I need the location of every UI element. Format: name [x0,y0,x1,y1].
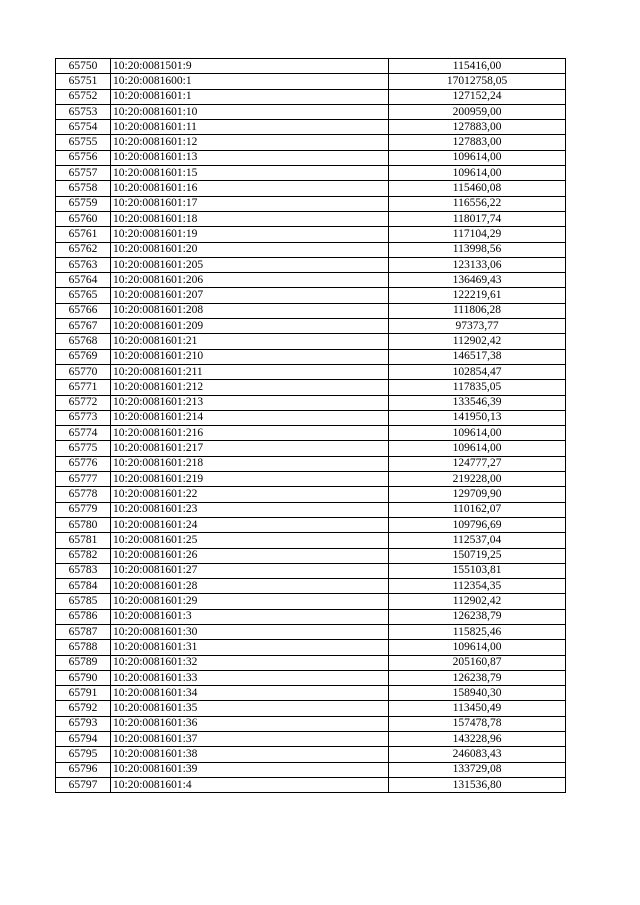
cadastral-value-cell: 109614,00 [389,640,566,655]
cadastral-value-cell: 112902,42 [389,334,566,349]
row-number-cell: 65787 [56,624,111,639]
cadastral-number-cell: 10:20:0081601:216 [111,426,389,441]
cadastral-number-cell: 10:20:0081601:217 [111,441,389,456]
row-number-cell: 65755 [56,135,111,150]
cadastral-number-cell: 10:20:0081601:3 [111,609,389,624]
cadastral-number-cell: 10:20:0081601:208 [111,303,389,318]
cadastral-number-cell: 10:20:0081601:209 [111,319,389,334]
table-row [56,533,566,548]
table-row [56,701,566,716]
cadastral-value-cell: 112354,35 [389,579,566,594]
row-number-cell: 65792 [56,701,111,716]
cadastral-number-cell: 10:20:0081601:28 [111,579,389,594]
row-number-cell: 65795 [56,747,111,762]
table-row [56,777,566,792]
table-row [56,426,566,441]
cadastral-number-cell: 10:20:0081601:12 [111,135,389,150]
row-number-cell: 65785 [56,594,111,609]
cadastral-number-cell: 10:20:0081601:16 [111,181,389,196]
cadastral-number-cell: 10:20:0081601:37 [111,732,389,747]
row-number-cell: 65786 [56,609,111,624]
row-number-cell: 65796 [56,762,111,777]
cadastral-value-cell: 129709,90 [389,487,566,502]
table-row [56,227,566,242]
cadastral-number-cell: 10:20:0081601:4 [111,777,389,792]
cadastral-number-cell: 10:20:0081601:34 [111,686,389,701]
row-number-cell: 65751 [56,74,111,89]
cadastral-value-cell: 205160,87 [389,655,566,670]
table-row [56,135,566,150]
cadastral-value-cell: 143228,96 [389,732,566,747]
table-row [56,196,566,211]
cadastral-value-cell: 115460,08 [389,181,566,196]
cadastral-value-cell: 133546,39 [389,395,566,410]
cadastral-number-cell: 10:20:0081601:36 [111,716,389,731]
cadastral-number-cell: 10:20:0081601:211 [111,364,389,379]
row-number-cell: 65793 [56,716,111,731]
cadastral-value-cell: 117104,29 [389,227,566,242]
row-number-cell: 65765 [56,288,111,303]
row-number-cell: 65758 [56,181,111,196]
row-number-cell: 65789 [56,655,111,670]
cadastral-number-cell: 10:20:0081601:11 [111,120,389,135]
cadastral-number-cell: 10:20:0081601:35 [111,701,389,716]
cadastral-value-cell: 102854,47 [389,364,566,379]
table-row [56,441,566,456]
cadastral-number-cell: 10:20:0081601:210 [111,349,389,364]
cadastral-value-cell: 109614,00 [389,166,566,181]
cadastral-value-cell: 116556,22 [389,196,566,211]
row-number-cell: 65778 [56,487,111,502]
cadastral-value-cell: 17012758,05 [389,74,566,89]
table-row [56,242,566,257]
table-row [56,334,566,349]
table-row [56,380,566,395]
cadastral-value-cell: 157478,78 [389,716,566,731]
cadastral-number-cell: 10:20:0081601:1 [111,89,389,104]
row-number-cell: 65753 [56,104,111,119]
cadastral-number-cell: 10:20:0081601:13 [111,150,389,165]
cadastral-value-cell: 126238,79 [389,609,566,624]
cadastral-value-cell: 115416,00 [389,59,566,74]
table-row [56,166,566,181]
table-row [56,609,566,624]
row-number-cell: 65777 [56,472,111,487]
cadastral-value-cell: 113998,56 [389,242,566,257]
table-row [56,686,566,701]
row-number-cell: 65771 [56,380,111,395]
table-row [56,395,566,410]
table-row [56,319,566,334]
cadastral-value-cell: 158940,30 [389,686,566,701]
cadastral-number-cell: 10:20:0081601:207 [111,288,389,303]
cadastral-value-cell: 113450,49 [389,701,566,716]
cadastral-number-cell: 10:20:0081601:32 [111,655,389,670]
row-number-cell: 65782 [56,548,111,563]
row-number-cell: 65788 [56,640,111,655]
table-row [56,288,566,303]
cadastral-value-cell: 146517,38 [389,349,566,364]
cadastral-number-cell: 10:20:0081601:33 [111,670,389,685]
table-row [56,104,566,119]
cadastral-number-cell: 10:20:0081601:219 [111,472,389,487]
cadastral-number-cell: 10:20:0081601:29 [111,594,389,609]
table-row [56,273,566,288]
cadastral-number-cell: 10:20:0081601:30 [111,624,389,639]
row-number-cell: 65790 [56,670,111,685]
table-row [56,211,566,226]
cadastral-number-cell: 10:20:0081601:20 [111,242,389,257]
row-number-cell: 65761 [56,227,111,242]
table-row [56,563,566,578]
table-row [56,410,566,425]
cadastral-value-cell: 118017,74 [389,211,566,226]
table-row [56,502,566,517]
table-row [56,472,566,487]
table-row [56,670,566,685]
row-number-cell: 65773 [56,410,111,425]
cadastral-value-cell: 111806,28 [389,303,566,318]
cadastral-number-cell: 10:20:0081601:15 [111,166,389,181]
table-row [56,487,566,502]
row-number-cell: 65766 [56,303,111,318]
cadastral-number-cell: 10:20:0081601:214 [111,410,389,425]
cadastral-number-cell: 10:20:0081601:17 [111,196,389,211]
cadastral-number-cell: 10:20:0081601:27 [111,563,389,578]
table-row [56,517,566,532]
row-number-cell: 65780 [56,517,111,532]
cadastral-value-cell: 109614,00 [389,441,566,456]
table-row [56,364,566,379]
cadastral-value-cell: 155103,81 [389,563,566,578]
cadastral-number-cell: 10:20:0081600:1 [111,74,389,89]
row-number-cell: 65763 [56,257,111,272]
cadastral-number-cell: 10:20:0081601:31 [111,640,389,655]
row-number-cell: 65779 [56,502,111,517]
cadastral-value-table [55,58,566,793]
table-row [56,579,566,594]
cadastral-value-cell: 127152,24 [389,89,566,104]
row-number-cell: 65783 [56,563,111,578]
row-number-cell: 65756 [56,150,111,165]
cadastral-value-cell: 136469,43 [389,273,566,288]
cadastral-value-cell: 124777,27 [389,456,566,471]
table-row [56,150,566,165]
table-row [56,655,566,670]
cadastral-value-cell: 109796,69 [389,517,566,532]
table-row [56,257,566,272]
table-row [56,732,566,747]
row-number-cell: 65794 [56,732,111,747]
row-number-cell: 65797 [56,777,111,792]
cadastral-number-cell: 10:20:0081601:206 [111,273,389,288]
cadastral-number-cell: 10:20:0081601:23 [111,502,389,517]
row-number-cell: 65774 [56,426,111,441]
table-row [56,548,566,563]
table-row [56,716,566,731]
cadastral-value-cell: 133729,08 [389,762,566,777]
cadastral-number-cell: 10:20:0081601:26 [111,548,389,563]
row-number-cell: 65752 [56,89,111,104]
cadastral-value-cell: 127883,00 [389,120,566,135]
row-number-cell: 65764 [56,273,111,288]
cadastral-number-cell: 10:20:0081601:205 [111,257,389,272]
cadastral-value-cell: 127883,00 [389,135,566,150]
row-number-cell: 65775 [56,441,111,456]
row-number-cell: 65770 [56,364,111,379]
cadastral-value-cell: 112902,42 [389,594,566,609]
cadastral-number-cell: 10:20:0081601:38 [111,747,389,762]
row-number-cell: 65791 [56,686,111,701]
row-number-cell: 65762 [56,242,111,257]
table-row [56,594,566,609]
table-row [56,89,566,104]
table-row [56,624,566,639]
row-number-cell: 65772 [56,395,111,410]
cadastral-number-cell: 10:20:0081601:212 [111,380,389,395]
table-row [56,762,566,777]
row-number-cell: 65768 [56,334,111,349]
cadastral-number-cell: 10:20:0081601:10 [111,104,389,119]
cadastral-value-cell: 112537,04 [389,533,566,548]
cadastral-number-cell: 10:20:0081601:21 [111,334,389,349]
cadastral-value-cell: 109614,00 [389,426,566,441]
cadastral-number-cell: 10:20:0081601:19 [111,227,389,242]
row-number-cell: 65760 [56,211,111,226]
cadastral-value-cell: 117835,05 [389,380,566,395]
cadastral-value-cell: 126238,79 [389,670,566,685]
table-body [56,59,566,793]
table-row [56,59,566,74]
cadastral-value-cell: 141950,13 [389,410,566,425]
cadastral-number-cell: 10:20:0081601:22 [111,487,389,502]
cadastral-value-cell: 97373,77 [389,319,566,334]
table-row [56,456,566,471]
table-row [56,74,566,89]
cadastral-number-cell: 10:20:0081601:25 [111,533,389,548]
cadastral-number-cell: 10:20:0081601:24 [111,517,389,532]
table-row [56,747,566,762]
row-number-cell: 65769 [56,349,111,364]
row-number-cell: 65781 [56,533,111,548]
cadastral-value-cell: 246083,43 [389,747,566,762]
cadastral-value-cell: 200959,00 [389,104,566,119]
row-number-cell: 65767 [56,319,111,334]
table-row [56,303,566,318]
row-number-cell: 65776 [56,456,111,471]
cadastral-value-cell: 110162,07 [389,502,566,517]
cadastral-value-cell: 115825,46 [389,624,566,639]
cadastral-value-cell: 123133,06 [389,257,566,272]
row-number-cell: 65757 [56,166,111,181]
row-number-cell: 65759 [56,196,111,211]
table-row [56,349,566,364]
row-number-cell: 65754 [56,120,111,135]
cadastral-number-cell: 10:20:0081601:39 [111,762,389,777]
cadastral-number-cell: 10:20:0081601:18 [111,211,389,226]
table-row [56,181,566,196]
row-number-cell: 65750 [56,59,111,74]
table-row [56,120,566,135]
cadastral-number-cell: 10:20:0081601:218 [111,456,389,471]
table-row [56,640,566,655]
cadastral-value-cell: 122219,61 [389,288,566,303]
cadastral-number-cell: 10:20:0081501:9 [111,59,389,74]
cadastral-number-cell: 10:20:0081601:213 [111,395,389,410]
cadastral-value-cell: 131536,80 [389,777,566,792]
cadastral-value-cell: 109614,00 [389,150,566,165]
row-number-cell: 65784 [56,579,111,594]
cadastral-value-cell: 219228,00 [389,472,566,487]
cadastral-value-cell: 150719,25 [389,548,566,563]
